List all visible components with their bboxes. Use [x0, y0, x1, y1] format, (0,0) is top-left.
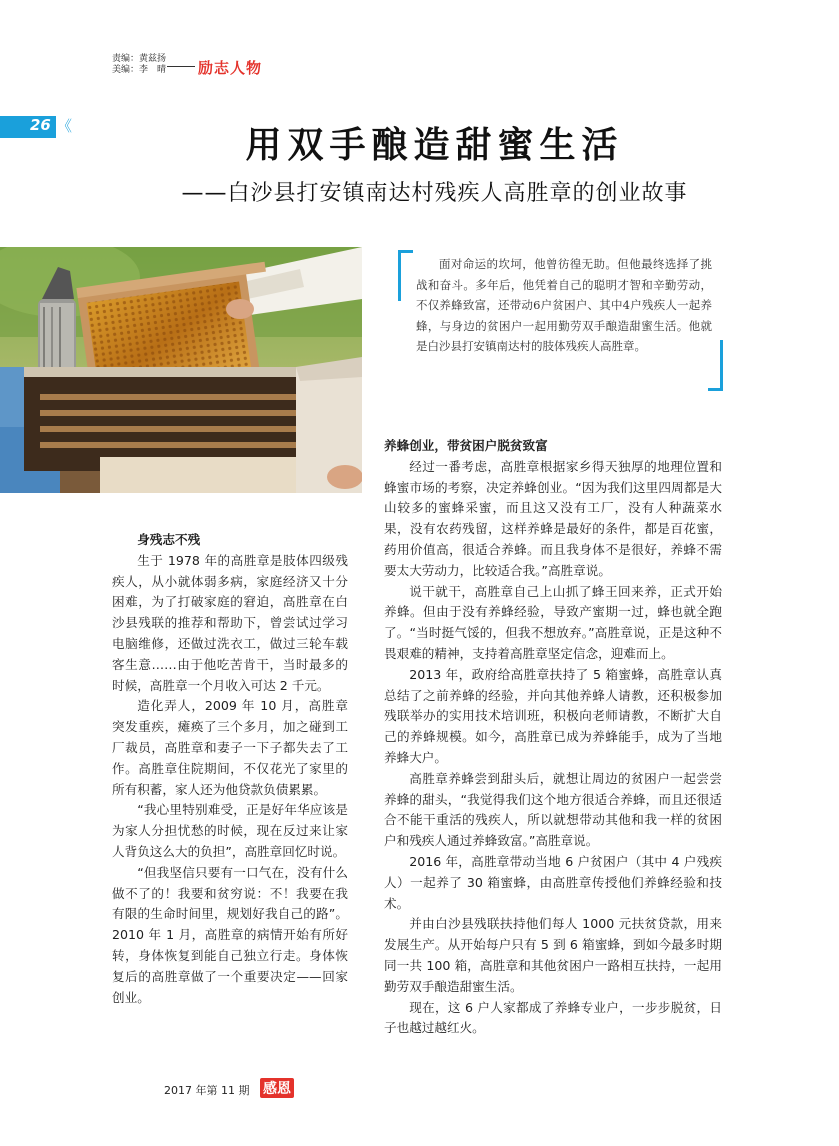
page-chevron: 《: [57, 117, 73, 135]
beekeeping-photo: [0, 247, 362, 493]
right-paragraph: 2013 年，政府给高胜章扶持了 5 箱蜜蜂，高胜章认真总结了之前养蜂的经验，并向其他养蜂人请教，还积极参加残联举办的实用技术培训班，积极向老师请教，不断扩大自己的养蜂规模。如今，高胜章已成为养蜂能手，成为了当地养蜂大户。: [384, 666, 722, 765]
section-divider: [167, 66, 195, 67]
right-paragraph: 经过一番考虑，高胜章根据家乡得天独厚的地理位置和蜂蜜市场的考察，决定养蜂创业。“因为我们这里四周都是大山较多的蜜蜂采蜜，而且这又没有工厂，没有人种蔬菜水果，没有农药残留，这样养蜂是最好的条件，都是百花蜜，药用价值高，很适合养蜂。而且我身体不是很好，养蜂不需要太大劳动力，比较适合我。”高胜章说。: [384, 458, 722, 578]
right-paragraph: 并由白沙县残联扶持他们每人 1000 元扶贫贷款，用来发展生产。从开始每户只有 5 到 6 箱蜜蜂，到如今最多时期同一共 100 箱，高胜章和其他贫困户一路相互扶持，一起用勤劳双手酿造甜蜜生活。: [384, 916, 722, 994]
editor-line: 责编：黄兹扬: [112, 54, 167, 64]
editor-credits: [112, 54, 166, 76]
left-paragraph: 生于 1978 年的高胜章是肢体四级残疾人，从小就体弱多病，家庭经济又十分困难，为了打破家庭的窘迫，高胜章在白沙县残联的推荐和帮助下，曾尝试过学习电脑维修，还做过洗衣工，做过三轮车载客生意……由于他吃苦肯干，当时最多的时候，高胜章一个月收入可达 2 千元。: [112, 552, 348, 693]
left-paragraph: “我心里特别难受，正是好年华应该是为家人分担忧愁的时候，现在反过来让家人背负这么大的负担”，高胜章回忆时说。: [112, 802, 348, 859]
right-paragraph: 高胜章养蜂尝到甜头后，就想让周边的贫困户一起尝尝养蜂的甜头，“我觉得我们这个地方很适合养蜂，而且还很适合不能干重活的残疾人，所以就想带动其他和我一样的贫困户和残疾人通过养蜂致富。”高胜章说。: [384, 770, 722, 849]
right-column: [384, 436, 722, 1039]
article-title: 用双手酿造甜蜜生活: [245, 124, 624, 166]
section-label: 励志人物: [198, 59, 263, 77]
left-paragraph: “但我坚信只要有一口气在，没有什么做不了的！我要和贫穷说：不！我要在我有限的生命时间里，规划好我自己的路”。2010 年 1 月，高胜章的病情开始有所好转，身体恢复到能自己独立行走。身体恢复后的高胜章做了一个重要决定——回家创业。: [112, 864, 348, 1005]
issue-label: 2017 年第 11 期: [164, 1084, 250, 1097]
left-column: [112, 530, 348, 1008]
page-number: 26: [30, 116, 51, 134]
art-editor-line: 美编：李 晴: [112, 65, 167, 75]
pull-quote-text: 面对命运的坎坷，他曾彷徨无助。但他最终选择了挑战和奋斗。多年后，他凭着自己的聪明才智和辛勤劳动，不仅养蜂致富，还带动6户贫困户、其中4户残疾人一起养蜂，与身边的贫困户一起用勤劳双手酿造甜蜜生活。他就是白沙县打安镇南达村的肢体残疾人高胜章。: [416, 257, 712, 353]
right-paragraph: 现在，这 6 户人家都成了养蜂专业户，一步步脱贫，日子也越过越红火。: [384, 999, 722, 1036]
right-paragraph: 2016 年，高胜章带动当地 6 户贫困户（其中 4 户残疾人）一起养了 30 箱蜜蜂，由高胜章传授他们养蜂经验和技术。: [384, 853, 722, 911]
right-paragraph: 说干就干，高胜章自己上山抓了蜂王回来养，正式开始养蜂。但由于没有养蜂经验，导致产蜜期一过，蜂也就全跑了。“当时挺气馁的，但我不想放弃。”高胜章说，正是这种不畏艰难的精神，支持着高胜章坚定信念，迎难而上。: [384, 583, 722, 661]
pull-quote: [402, 254, 712, 357]
left-paragraph: 造化弄人，2009 年 10 月，高胜章突发重疾，瘫痪了三个多月，加之碰到工厂裁员，高胜章和妻子一下子都失去了工作。高胜章住院期间，不仅花光了家里的所有积蓄，家人还为他贷款负债累累。: [112, 698, 348, 797]
right-heading: 养蜂创业，带贫困户脱贫致富: [384, 438, 548, 453]
article-subtitle: ——白沙县打安镇南达村残疾人高胜章的创业故事: [181, 181, 688, 206]
magazine-logo: 感恩: [260, 1078, 294, 1098]
left-heading: 身残志不残: [137, 532, 201, 547]
